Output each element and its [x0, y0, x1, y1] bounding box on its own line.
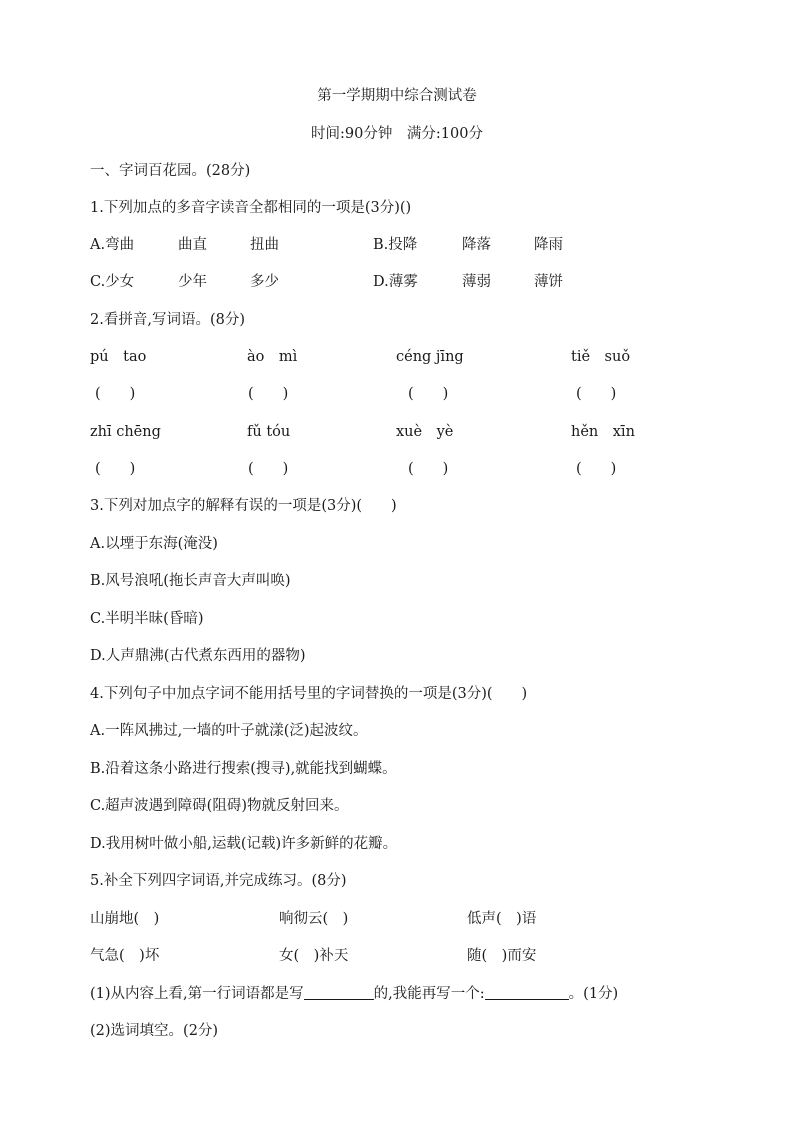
question-3-option-a: A.以堙于东海(淹没) — [90, 536, 218, 552]
question-5-stem: 5.补全下列四字词语,并完成练习。(8分) — [90, 873, 347, 889]
page-title: 第一学期期中综合测试卷 — [317, 88, 477, 104]
question-4-option-c: C.超声波遇到障碍(阻碍)物就反射回来。 — [90, 798, 349, 814]
option-d-word-2: 薄弱 — [462, 274, 491, 290]
idiom-row-1 — [0, 909, 794, 929]
answer-bracket[interactable]: ( ) — [408, 386, 449, 402]
pinyin-item: ào mì — [247, 349, 298, 365]
option-b-word-1: B.投降 — [373, 237, 418, 253]
question-5-sub-1 — [90, 984, 618, 1004]
answer-bracket[interactable]: ( ) — [95, 386, 136, 402]
question-4-option-d: D.我用树叶做小船,运载(记载)许多新鲜的花瓣。 — [90, 836, 398, 852]
pinyin-item: pú tao — [90, 349, 147, 365]
option-b-word-3: 降雨 — [534, 237, 563, 253]
option-d-word-3: 薄饼 — [534, 274, 563, 290]
idiom-item: 山崩地( ) — [90, 911, 160, 927]
pinyin-item: tiě suǒ — [571, 349, 631, 365]
section-1-heading: 一、字词百花园。(28分) — [90, 163, 251, 179]
answer-brackets-row-1 — [0, 384, 794, 404]
option-c-word-1: C.少女 — [90, 274, 135, 290]
pinyin-item: xuè yè — [396, 424, 454, 440]
idiom-item: 女( )补天 — [279, 948, 349, 964]
option-c-word-2: 少年 — [178, 274, 207, 290]
idiom-item: 低声( )语 — [467, 911, 537, 927]
question-4-option-b: B.沿着这条小路进行搜索(搜寻),就能找到蝴蝶。 — [90, 761, 397, 777]
answer-bracket[interactable]: ( ) — [248, 386, 289, 402]
sub-1-text-a: (1)从内容上看,第一行词语都是写 — [90, 986, 304, 1002]
option-b-word-2: 降落 — [462, 237, 491, 253]
question-3-stem: 3.下列对加点字的解释有误的一项是(3分)( ) — [90, 498, 397, 514]
question-3-option-d: D.人声鼎沸(古代煮东西用的器物) — [90, 648, 306, 664]
sub-1-text-c: 。(1分) — [568, 986, 619, 1002]
idiom-item: 气急( )坏 — [90, 948, 160, 964]
pinyin-item: céng jīng — [396, 349, 464, 365]
question-4-option-a: A.一阵风拂过,一墙的叶子就漾(泛)起波纹。 — [90, 723, 368, 739]
fill-blank-2[interactable] — [485, 985, 569, 1000]
fill-blank-1[interactable] — [304, 985, 374, 1000]
question-1-options-row-1 — [0, 235, 794, 255]
pinyin-item: zhī chēng — [90, 424, 161, 440]
answer-bracket[interactable]: ( ) — [576, 461, 617, 477]
pinyin-item: fǔ tóu — [247, 424, 291, 440]
pinyin-row-2 — [0, 422, 794, 442]
exam-time-score: 时间:90分钟 满分:100分 — [311, 126, 483, 142]
answer-brackets-row-2 — [0, 459, 794, 479]
option-a-word-3: 扭曲 — [250, 237, 279, 253]
question-1-options-row-2 — [0, 272, 794, 292]
option-c-word-3: 多少 — [250, 274, 279, 290]
question-3-option-b: B.风号浪吼(拖长声音大声叫唤) — [90, 573, 291, 589]
answer-bracket[interactable]: ( ) — [408, 461, 449, 477]
question-1-stem: 1.下列加点的多音字读音全都相同的一项是(3分)() — [90, 200, 412, 216]
answer-bracket[interactable]: ( ) — [95, 461, 136, 477]
idiom-item: 响彻云( ) — [279, 911, 349, 927]
sub-1-text-b: 的,我能再写一个: — [373, 986, 485, 1002]
idiom-item: 随( )而安 — [467, 948, 537, 964]
pinyin-item: hěn xīn — [571, 424, 635, 440]
pinyin-row-1 — [0, 347, 794, 367]
question-5-sub-2: (2)选词填空。(2分) — [90, 1023, 219, 1039]
answer-bracket[interactable]: ( ) — [576, 386, 617, 402]
question-4-stem: 4.下列句子中加点字词不能用括号里的字词替换的一项是(3分)( ) — [90, 686, 528, 702]
option-a-word-1: A.弯曲 — [90, 237, 135, 253]
question-2-stem: 2.看拼音,写词语。(8分) — [90, 312, 245, 328]
option-d-word-1: D.薄雾 — [373, 274, 418, 290]
question-3-option-c: C.半明半昧(昏暗) — [90, 611, 204, 627]
option-a-word-2: 曲直 — [178, 237, 207, 253]
answer-bracket[interactable]: ( ) — [248, 461, 289, 477]
idiom-row-2 — [0, 946, 794, 966]
